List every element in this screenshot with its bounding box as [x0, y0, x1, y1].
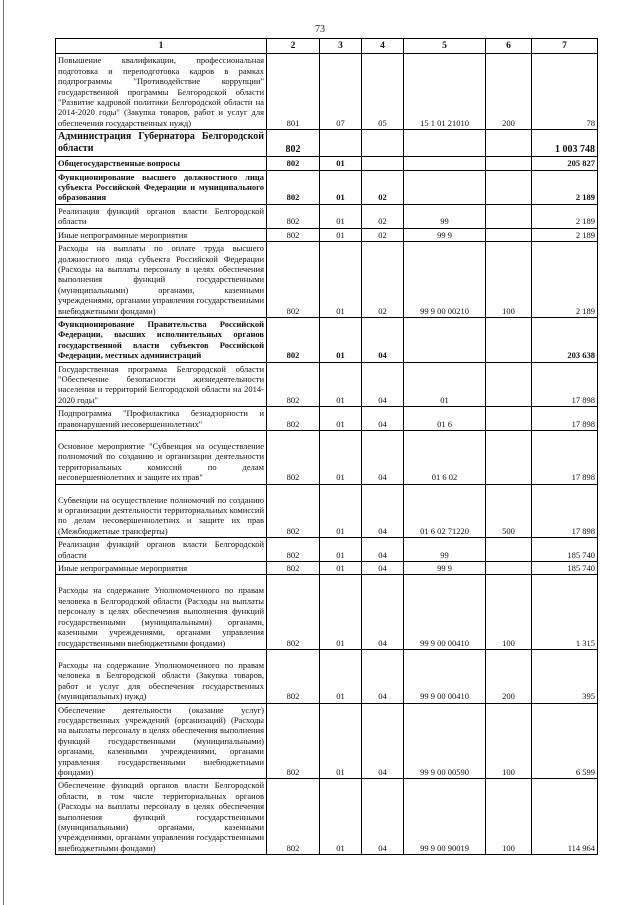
row-subsection-code: 04: [362, 538, 404, 562]
table-row: [56, 170, 598, 204]
row-section-code: [320, 130, 362, 157]
row-section-code: 01: [320, 317, 362, 362]
row-grbs-code: 801: [267, 54, 320, 130]
table-row: [56, 538, 598, 562]
row-expense-type: [486, 170, 532, 204]
budget-table: [55, 38, 598, 855]
row-subsection-code: 04: [362, 431, 404, 485]
row-name: Реализация функций органов власти Белгородской области: [56, 538, 267, 562]
table-row: [56, 407, 598, 431]
row-name: Повышение квалификации, профессиональная подготовка и переподготовка кадров в рамках подпрограммы "Противодействие коррупции" государственной программы Белгородской области "Развитие кадровой политики Белгородской области на 2014-2020 годы" (Закупка товаров, работ и услуг для обеспечения государственных нужд): [56, 54, 267, 130]
row-name: Обеспечение деятельности (оказание услуг) государственных учреждений (организаций) (Расходы на выплаты персоналу в целях обеспечения выполнения функций государственными (муниципальными) органами, казенными учреждениями, органами управления государственными внебюджетными фондами): [56, 703, 267, 779]
row-name: Обеспечение функций органов власти Белгородской области, в том числе территориальных органов (Расходы на выплаты персоналу в целях обеспечения выполнения функций государственными (муниципальными) органами, казенными учреждениями, органами управления государственными внебюджетными фондами): [56, 779, 267, 855]
row-grbs-code: 802: [267, 649, 320, 703]
row-amount: 2 189: [532, 204, 598, 228]
row-name: Общегосударственные вопросы: [56, 157, 267, 170]
row-section-code: 01: [320, 779, 362, 855]
row-expense-type: [486, 157, 532, 170]
header-col-6: 6: [486, 39, 532, 54]
row-amount: 395: [532, 649, 598, 703]
row-expense-type: 500: [486, 484, 532, 538]
row-expense-type: [486, 431, 532, 485]
row-grbs-code: 802: [267, 228, 320, 241]
table-row: [56, 157, 598, 170]
row-subsection-code: 04: [362, 562, 404, 575]
row-target-article: [404, 317, 486, 362]
row-expense-type: [486, 204, 532, 228]
row-grbs-code: 802: [267, 407, 320, 431]
row-target-article: 01: [404, 362, 486, 407]
row-amount: 1 003 748: [532, 130, 598, 157]
row-target-article: 01 6 02 71220: [404, 484, 486, 538]
row-grbs-code: 802: [267, 703, 320, 779]
row-name: Государственная программа Белгородской области "Обеспечение безопасности жизнедеятельности населения и территорий Белгородской области на 2014-2020 годы": [56, 362, 267, 407]
row-section-code: 01: [320, 562, 362, 575]
row-subsection-code: 05: [362, 54, 404, 130]
row-grbs-code: 802: [267, 317, 320, 362]
row-section-code: 01: [320, 407, 362, 431]
row-expense-type: 100: [486, 242, 532, 318]
row-subsection-code: 04: [362, 407, 404, 431]
row-subsection-code: 02: [362, 242, 404, 318]
row-target-article: 99 9 00 00210: [404, 242, 486, 318]
header-col-4: 4: [362, 39, 404, 54]
row-expense-type: 200: [486, 54, 532, 130]
row-grbs-code: 802: [267, 157, 320, 170]
row-amount: 78: [532, 54, 598, 130]
row-amount: 6 599: [532, 703, 598, 779]
row-expense-type: 100: [486, 779, 532, 855]
row-section-code: 01: [320, 538, 362, 562]
row-section-code: 01: [320, 170, 362, 204]
row-subsection-code: [362, 157, 404, 170]
row-amount: 17 898: [532, 407, 598, 431]
row-section-code: 01: [320, 484, 362, 538]
header-col-2: 2: [267, 39, 320, 54]
table-row: [56, 228, 598, 241]
row-section-code: 01: [320, 228, 362, 241]
row-name: Основное мероприятие "Субвенция на осуществление полномочий по созданию и организации деятельности территориальных комиссий по делам несовершеннолетних и защите их прав": [56, 431, 267, 485]
row-target-article: 99 9 00 00590: [404, 703, 486, 779]
row-section-code: 01: [320, 575, 362, 649]
row-amount: 205 827: [532, 157, 598, 170]
row-target-article: [404, 170, 486, 204]
row-expense-type: [486, 317, 532, 362]
row-subsection-code: 02: [362, 170, 404, 204]
header-col-1: 1: [56, 39, 267, 54]
row-expense-type: 100: [486, 703, 532, 779]
row-expense-type: [486, 562, 532, 575]
row-target-article: 99 9 00 90019: [404, 779, 486, 855]
row-subsection-code: 04: [362, 649, 404, 703]
row-name: Подпрограмма "Профилактика безнадзорности и правонарушений несовершеннолетних": [56, 407, 267, 431]
row-target-article: [404, 130, 486, 157]
row-name: Функционирование высшего должностного лица субъекта Российской Федерации и муниципального образования: [56, 170, 267, 204]
row-target-article: 01 6: [404, 407, 486, 431]
row-amount: 114 964: [532, 779, 598, 855]
row-name: Функционирование Правительства Российской Федерации, высших исполнительных органов государственной власти субъектов Российской Федерации, местных администраций: [56, 317, 267, 362]
row-subsection-code: 04: [362, 484, 404, 538]
table-row: [56, 317, 598, 362]
row-subsection-code: 04: [362, 362, 404, 407]
row-amount: 185 740: [532, 562, 598, 575]
table-row: [56, 242, 598, 318]
page-number: 73: [315, 24, 325, 35]
table-row: [56, 779, 598, 855]
row-section-code: 07: [320, 54, 362, 130]
row-amount: 1 315: [532, 575, 598, 649]
table-row: [56, 484, 598, 538]
row-amount: 17 898: [532, 484, 598, 538]
row-section-code: 01: [320, 157, 362, 170]
row-expense-type: 100: [486, 575, 532, 649]
row-target-article: 99 9 00 00410: [404, 649, 486, 703]
row-section-code: 01: [320, 204, 362, 228]
table-row: [56, 649, 598, 703]
row-amount: 2 189: [532, 170, 598, 204]
row-subsection-code: 04: [362, 575, 404, 649]
row-expense-type: [486, 362, 532, 407]
header-col-3: 3: [320, 39, 362, 54]
table-row: [56, 362, 598, 407]
row-expense-type: 200: [486, 649, 532, 703]
row-subsection-code: 04: [362, 703, 404, 779]
row-grbs-code: 802: [267, 431, 320, 485]
table-row: [56, 54, 598, 130]
row-expense-type: [486, 228, 532, 241]
header-col-5: 5: [404, 39, 486, 54]
table-row: [56, 562, 598, 575]
page-edge-line: [3, 0, 4, 905]
row-amount: 203 638: [532, 317, 598, 362]
row-target-article: 99 9: [404, 228, 486, 241]
row-amount: 2 189: [532, 242, 598, 318]
row-grbs-code: 802: [267, 575, 320, 649]
row-target-article: 99 9 00 00410: [404, 575, 486, 649]
row-subsection-code: 04: [362, 779, 404, 855]
row-expense-type: [486, 407, 532, 431]
row-subsection-code: [362, 130, 404, 157]
row-name: Иные непрограммные мероприятия: [56, 228, 267, 241]
row-section-code: 01: [320, 649, 362, 703]
table-row: [56, 575, 598, 649]
row-amount: 17 898: [532, 362, 598, 407]
row-amount: 185 740: [532, 538, 598, 562]
table-row: [56, 130, 598, 157]
header-col-7: 7: [532, 39, 598, 54]
row-name: Субвенции на осуществление полномочий по созданию и организации деятельности территориальных комиссий по делам несовершеннолетних и защите их прав (Межбюджетные трансферты): [56, 484, 267, 538]
row-grbs-code: 802: [267, 779, 320, 855]
table-header-row: [56, 39, 598, 54]
row-amount: 17 898: [532, 431, 598, 485]
row-subsection-code: 02: [362, 228, 404, 241]
row-grbs-code: 802: [267, 362, 320, 407]
table-row: [56, 431, 598, 485]
row-grbs-code: 802: [267, 538, 320, 562]
table-row: [56, 703, 598, 779]
row-grbs-code: 802: [267, 204, 320, 228]
table-row: [56, 204, 598, 228]
row-target-article: 99 9: [404, 562, 486, 575]
row-target-article: 99: [404, 538, 486, 562]
row-grbs-code: 802: [267, 170, 320, 204]
row-subsection-code: 04: [362, 317, 404, 362]
row-target-article: [404, 157, 486, 170]
row-section-code: 01: [320, 431, 362, 485]
row-grbs-code: 802: [267, 130, 320, 157]
row-target-article: 01 6 02: [404, 431, 486, 485]
row-expense-type: [486, 538, 532, 562]
row-target-article: 15 1 01 21010: [404, 54, 486, 130]
row-grbs-code: 802: [267, 242, 320, 318]
row-name: Администрация Губернатора Белгородской области: [56, 130, 267, 157]
row-section-code: 01: [320, 703, 362, 779]
row-name: Расходы на содержание Уполномоченного по правам человека в Белгородской области (Расходы на выплаты персоналу в целях обеспечения выполнения функций государственными (муниципальными) органами, казенными учреждениями, органами управления государственными внебюджетными фондами): [56, 575, 267, 649]
row-name: Расходы на содержание Уполномоченного по правам человека в Белгородской области (Закупка товаров, работ и услуг для обеспечения государственных (муниципальных) нужд): [56, 649, 267, 703]
row-grbs-code: 802: [267, 484, 320, 538]
row-expense-type: [486, 130, 532, 157]
row-target-article: 99: [404, 204, 486, 228]
row-section-code: 01: [320, 362, 362, 407]
row-name: Реализация функций органов власти Белгородской области: [56, 204, 267, 228]
row-amount: 2 189: [532, 228, 598, 241]
row-subsection-code: 02: [362, 204, 404, 228]
row-name: Иные непрограммные мероприятия: [56, 562, 267, 575]
row-name: Расходы на выплаты по оплате труда высшего должностного лица субъекта Российской Федерации (Расходы на выплаты персоналу в целях обеспечения выполнения функций государственными (муниципальными) органами, казенными учреждениями, органами управления государственными внебюджетными фондами): [56, 242, 267, 318]
row-grbs-code: 802: [267, 562, 320, 575]
row-section-code: 01: [320, 242, 362, 318]
